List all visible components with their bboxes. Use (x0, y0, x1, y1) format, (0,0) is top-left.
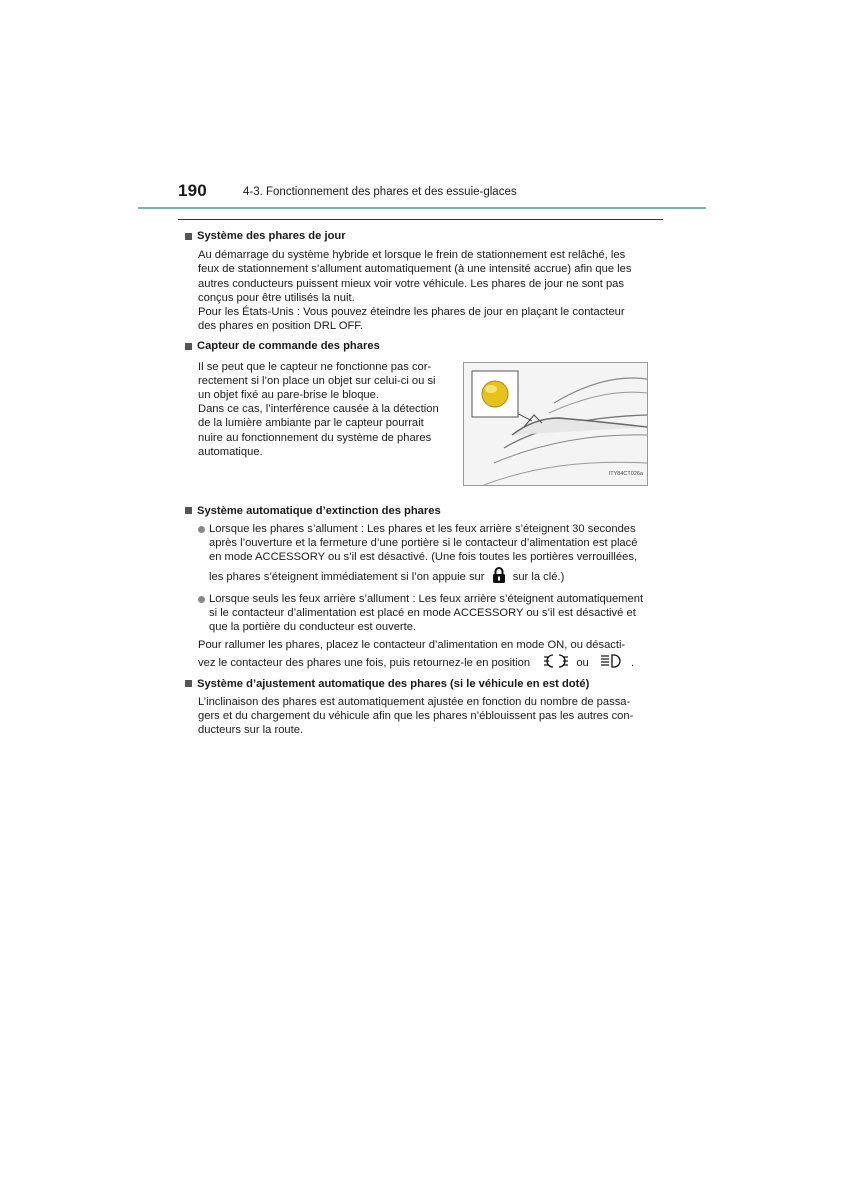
section-title-text: Système automatique d’extinction des phares (197, 504, 441, 517)
section-title (185, 229, 663, 243)
square-bullet-icon (185, 680, 192, 687)
section-title (185, 504, 663, 518)
text-line: rectement si l’on place un objet sur celui-ci ou si (198, 374, 436, 387)
round-bullet-icon (198, 596, 205, 603)
sensor-illustration (463, 362, 648, 486)
text-line: Dans ce cas, l’interférence causée à la détection (198, 403, 439, 416)
text-fragment: ou (576, 657, 589, 670)
text-line: L’inclinaison des phares est automatiquement ajustée en fonction du nombre de passa- (198, 695, 631, 708)
section-title-text: Système des phares de jour (197, 230, 346, 242)
text-line: automatique. (198, 445, 263, 458)
section-rule (178, 219, 663, 220)
section-paragraph (198, 695, 663, 738)
section-paragraph (198, 638, 663, 672)
section-auto-off (185, 504, 663, 673)
section-title (185, 339, 663, 353)
bullet-text (209, 522, 663, 589)
round-bullet-icon (198, 526, 205, 533)
headlight-icon (600, 654, 624, 672)
text-line: des phares en position DRL OFF. (198, 320, 363, 333)
page-content (185, 229, 663, 741)
text-fragment: vez le contacteur des phares une fois, puis retournez-le en position (198, 657, 531, 670)
section-leveling (185, 677, 663, 738)
square-bullet-icon (185, 507, 192, 514)
bullet-item (198, 522, 663, 589)
text-fragment: sur la clé.) (512, 571, 565, 584)
text-line: Pour rallumer les phares, placez le contacteur d’alimentation en mode ON, ou désacti- (198, 639, 626, 652)
text-line: que la portière du conducteur est ouverte. (209, 621, 417, 634)
dashboard-drawing (464, 363, 647, 485)
bullet-item (198, 592, 663, 635)
square-bullet-icon (185, 233, 192, 240)
page-number: 190 (178, 181, 207, 200)
text-line: conçus pour être utilisés la nuit. (198, 291, 355, 304)
text-line: en mode ACCESSORY ou s’il est désactivé. (Une fois toutes les portières verrouillées, (209, 551, 638, 564)
square-bullet-icon (185, 343, 192, 350)
text-line: feux de stationnement s’allument automatiquement (à une intensité accrue) afin que les (198, 263, 632, 276)
tail-light-icon (543, 654, 569, 672)
text-line: après l’ouverture et la fermeture d’une portière si le contacteur d’alimentation est placé (209, 537, 638, 550)
header-rule (138, 207, 706, 209)
page-header (0, 0, 848, 220)
text-line (198, 654, 663, 672)
illustration-code: ITY84CT026a (608, 471, 643, 478)
text-line: Lorsque les phares s’allument : Les phares et les feux arrière s’éteignent 30 secondes (209, 522, 636, 535)
text-line: si le contacteur d’alimentation est placé en mode ACCESSORY ou s’il est désactivé et (209, 606, 636, 619)
text-fragment: . (630, 657, 635, 670)
text-line: Lorsque seuls les feux arrière s’allument : Les feux arrière s’éteignent automatiquement (209, 592, 644, 605)
section-paragraph (198, 360, 463, 486)
lock-icon (492, 566, 506, 588)
text-line: Pour les États-Unis : Vous pouvez éteindre les phares de jour en plaçant le contacteur (198, 306, 625, 319)
text-line: ducteurs sur la route. (198, 724, 304, 737)
text-line: gers et du chargement du véhicule afin que les phares n’éblouissent pas les autres con- (198, 710, 634, 723)
text-line: autres conducteurs puissent mieux voir votre véhicule. Les phares de jour ne sont pas (198, 277, 624, 290)
sensor-row (198, 360, 663, 486)
text-fragment: les phares s’éteignent immédiatement si l’on appuie sur (209, 571, 485, 584)
text-line (209, 566, 663, 588)
section-drl (185, 229, 663, 333)
section-title-text: Capteur de commande des phares (197, 340, 380, 353)
text-line: de la lumière ambiante par le capteur pourrait (198, 417, 424, 430)
text-line: un objet fixé au pare-brise le bloque. (198, 389, 379, 402)
text-line: Au démarrage du système hybride et lorsque le frein de stationnement est relâché, les (198, 249, 626, 262)
text-line: nuire au fonctionnement du système de phares (198, 431, 432, 444)
chapter-title: 4-3. Fonctionnement des phares et des essuie-glaces (243, 186, 517, 198)
section-paragraph (198, 248, 663, 333)
section-title (185, 677, 663, 691)
section-sensor (185, 339, 663, 485)
bullet-text (209, 592, 663, 635)
section-title-text: Système d’ajustement automatique des phares (si le véhicule en est doté) (197, 677, 590, 690)
text-line: Il se peut que le capteur ne fonctionne pas cor- (198, 360, 432, 373)
